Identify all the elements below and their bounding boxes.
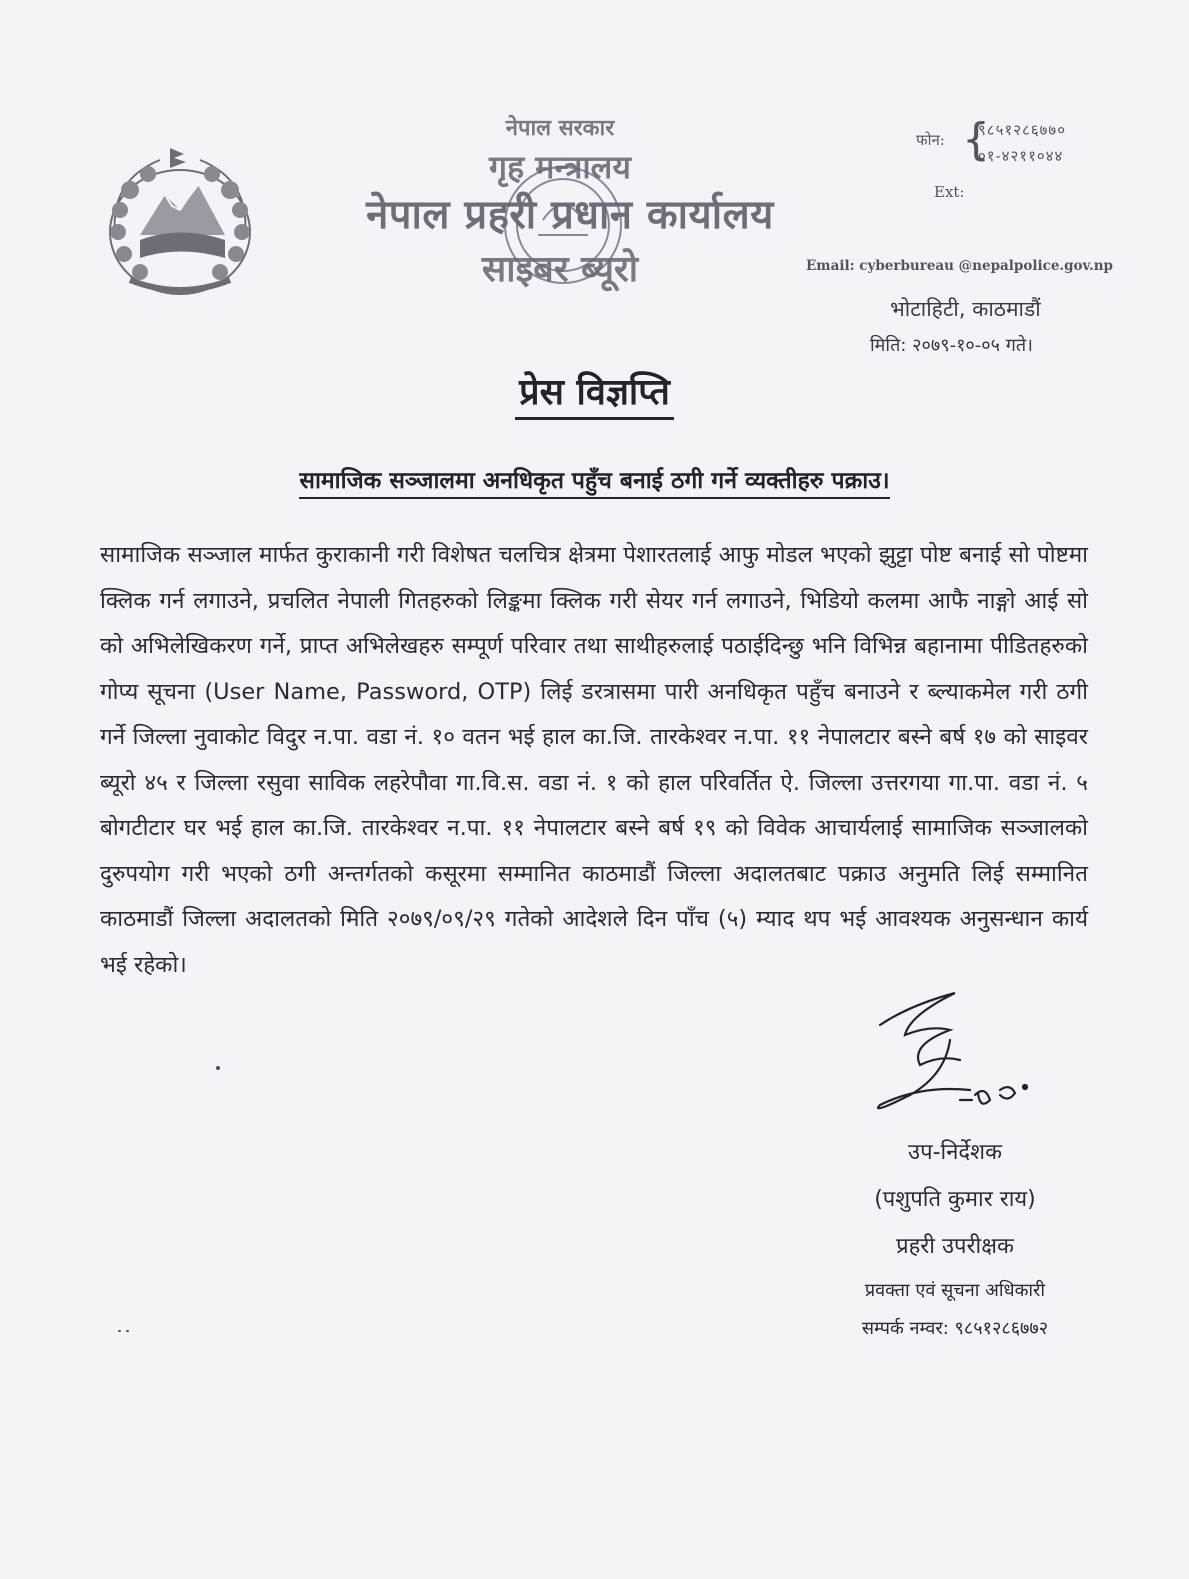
signatory-name: (पशुपति कुमार राय)	[874, 1187, 1036, 1212]
signatory-role: प्रवक्ता एवं सूचना अधिकारी	[864, 1280, 1046, 1301]
phone-brace: {	[962, 114, 990, 165]
document-title-text: प्रेस विज्ञप्ति	[515, 372, 674, 420]
document-title	[0, 366, 1189, 415]
phone-label: फोन:	[916, 131, 945, 149]
issue-date: मिति: २०७९-१०-०५ गते।	[870, 335, 1033, 356]
phone-number-1: ९८५१२८६७७०	[978, 121, 1067, 139]
ministry-heading: गृह मन्त्रालय	[489, 148, 631, 186]
paper-speck	[118, 1330, 121, 1332]
phone-number-2: ०१-४२११०४४	[978, 147, 1064, 165]
body-paragraph: सामाजिक सञ्जाल मार्फत कुराकानी गरी विशेषत चलचित्र क्षेत्रमा पेशारतलाई आफु मोडल भएको झुट्टा पोष्ट बनाई सो पोष्टमा क्लिक गर्न लगाउने, प्रचलित नेपाली गितहरुको लिङ्कमा क्लिक गरी सेयर गर्न लगाउने, भिडियो कलमा आफै नाङ्गो आई सो को अभिलेखिकरण गर्ने, प्राप्त अभिलेखहरु सम्पूर्ण परिवार तथा साथीहरुलाई पठाईदिन्छु भनि विभिन्न बहानामा पीडितहरुको गोप्य सूचना (User Name, Password, OTP) लिई डरत्रासमा पारी अनधिकृत पहुँच बनाउने र ब्ल्याकमेल गरी ठगी गर्ने जिल्ला नुवाकोट विदुर न.पा. वडा नं. १० वतन भई हाल का.जि. तारकेश्वर न.पा. ११ नेपालटार बस्ने बर्ष १७ को साइवर ब्यूरो ४५ र जिल्ला रसुवा साविक लहरेपौवा गा.वि.स. वडा नं. १ को हाल परिवर्तित ऐ. जिल्ला उत्तरगया गा.पा. वडा नं. ५ बोगटीटार घर भई हाल का.जि. तारकेश्वर न.पा. ११ नेपालटार बस्ने बर्ष १९ को विवेक आचार्यलाई सामाजिक सञ्जालको दुरुपयोग गरी भएको ठगी अन्तर्गतको कसूरमा सम्मानित काठमाडौं जिल्ला अदालतबाट पक्राउ अनुमति लिई सम्मानित काठमाडौं जिल्ला अदालतको मिति २०७९/०९/२९ गतेको आदेशले दिन पाँच (५) म्याद थप भई आवश्यक अनुसन्धान कार्य भई रहेको।	[100, 542, 1088, 978]
office-heading: नेपाल प्रहरी प्रधान कार्यालय	[366, 192, 774, 238]
document-subtitle	[0, 463, 1189, 495]
signatory-rank: प्रहरी उपरीक्षक	[896, 1234, 1014, 1259]
signatory-designation: उप-निर्देशक	[908, 1140, 1002, 1165]
paper-speck	[126, 1330, 129, 1332]
bureau-heading: साइबर ब्यूरो	[481, 249, 639, 290]
ext-label: Ext:	[934, 183, 965, 201]
government-heading: नेपाल सरकार	[505, 116, 615, 141]
paper-speck	[216, 1066, 220, 1070]
office-address: भोटाहिटी, काठमाडौं	[890, 297, 1041, 321]
official-stamp-icon	[488, 150, 638, 300]
document-subtitle-text: सामाजिक सञ्जालमा अनधिकृत पहुँच बनाई ठगी गर्ने व्यक्तीहरु पक्राउ।	[299, 468, 889, 499]
signature-icon	[850, 985, 1050, 1125]
nepal-emblem-icon	[90, 140, 270, 310]
email-address: Email: cyberbureau @nepalpolice.gov.np	[806, 258, 1113, 274]
signatory-contact: सम्पर्क नम्वर: ९८५१२८६७७२	[861, 1318, 1049, 1339]
